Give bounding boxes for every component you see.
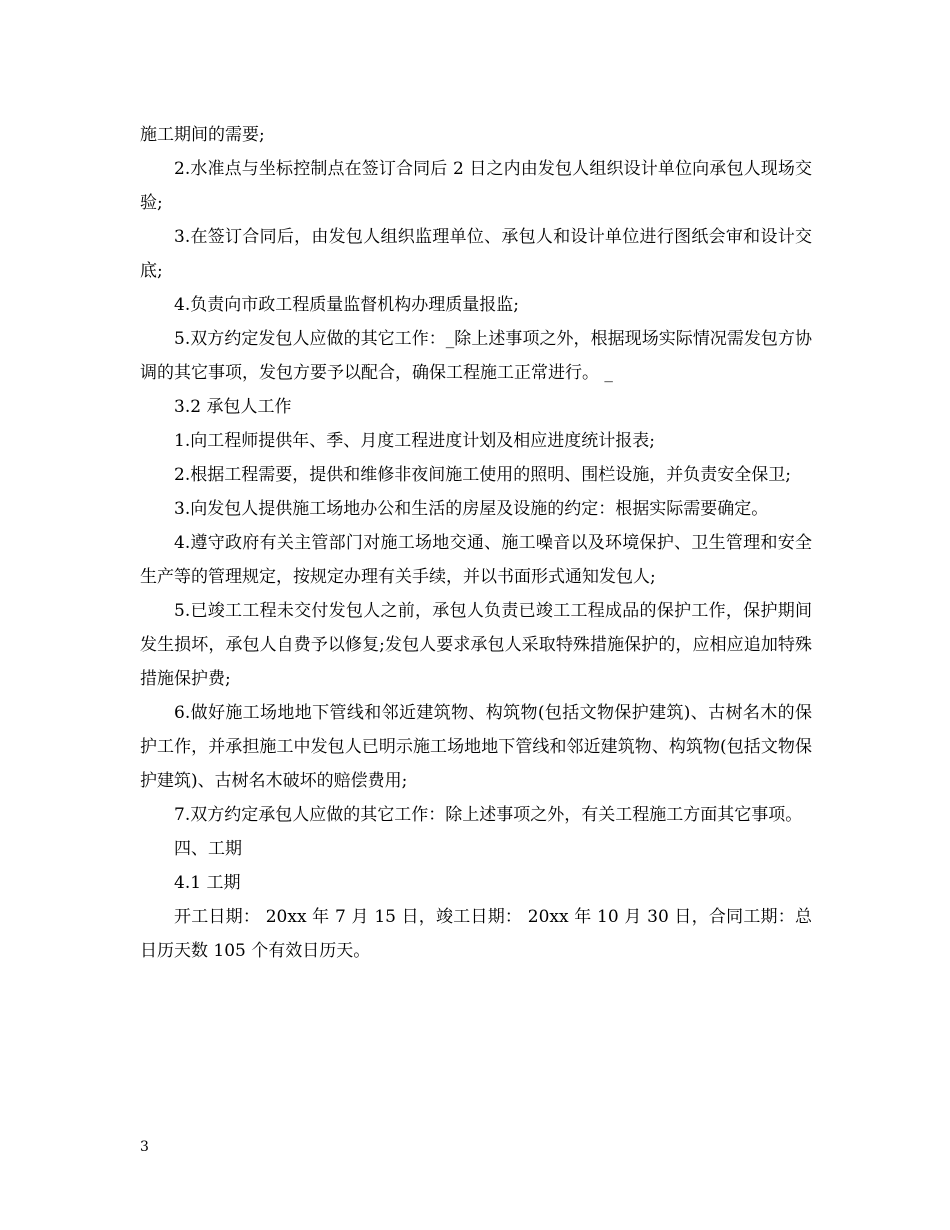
paragraph: 施工期间的需要;: [140, 125, 265, 145]
paragraph: 2.根据工程需要，提供和维修非夜间施工使用的照明、围栏设施，并负责安全保卫;: [174, 465, 791, 485]
paragraph: 5.双方约定发包人应做的其它工作：_除上述事项之外，根据现场实际情况需发包方协调的其它事项，发包方要予以配合，确保工程施工正常进行。 _: [140, 329, 812, 383]
section-heading: 四、工期: [174, 839, 242, 859]
paragraph: 6.做好施工场地地下管线和邻近建筑物、构筑物(包括文物保护建筑)、古树名木的保护工作，并承担施工中发包人已明示施工场地地下管线和邻近建筑物、构筑物(包括文物保护建筑)、古树名木破坏的赔偿费用;: [140, 703, 812, 791]
paragraph: 5.已竣工工程未交付发包人之前，承包人负责已竣工工程成品的保护工作，保护期间发生损坏，承包人自费予以修复;发包人要求承包人采取特殊措施保护的，应相应追加特殊措施保护费;: [140, 601, 812, 689]
paragraph: 7.双方约定承包人应做的其它工作：除上述事项之外，有关工程施工方面其它事项。: [174, 805, 803, 825]
section-heading: 3.2 承包人工作: [174, 397, 292, 417]
paragraph: 开工日期： 20xx 年 7 月 15 日，竣工日期： 20xx 年 10 月 30 日，合同工期：总日历天数 105 个有效日历天。: [140, 907, 812, 961]
page-number: 3: [140, 1139, 149, 1155]
subsection-heading: 4.1 工期: [174, 873, 241, 893]
paragraph: 4.负责向市政工程质量监督机构办理质量报监;: [174, 295, 519, 315]
paragraph: 4.遵守政府有关主管部门对施工场地交通、施工噪音以及环境保护、卫生管理和安全生产等的管理规定，按规定办理有关手续，并以书面形式通知发包人;: [140, 533, 812, 587]
document-body: [140, 118, 812, 968]
paragraph: 3.向发包人提供施工场地办公和生活的房屋及设施的约定：根据实际需要确定。: [174, 499, 769, 519]
paragraph: 3.在签订合同后，由发包人组织监理单位、承包人和设计单位进行图纸会审和设计交底;: [140, 227, 812, 281]
paragraph: 1.向工程师提供年、季、月度工程进度计划及相应进度统计报表;: [174, 431, 655, 451]
paragraph: 2.水准点与坐标控制点在签订合同后 2 日之内由发包人组织设计单位向承包人现场交验;: [140, 159, 812, 213]
